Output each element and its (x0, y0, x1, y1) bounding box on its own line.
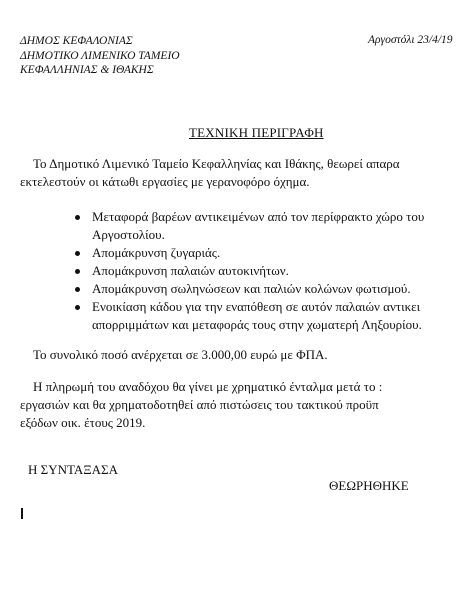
list-item (72, 280, 424, 298)
list-item-text: Απομάκρυνση σωληνώσεων και παλιών κολώνων φωτισμού. (92, 281, 411, 296)
intro-line: εκτελεστούν οι κάτωθι εργασίες με γερανοφόρο όχημα. (20, 174, 310, 189)
issuer-line-municipality: ΔΗΜΟΣ ΚΕΦΑΛΟΝΙΑΣ (20, 35, 133, 47)
page-margin-mark (21, 508, 23, 519)
list-item-text: απορριμμάτων και μεταφοράς τους στην χωματερή Ληξουρίου. (92, 317, 422, 332)
bullet-icon (75, 251, 80, 256)
payment-line: εργασιών και θα χρηματοδοτηθεί από πιστώσεις του τακτικού προϋπ (20, 397, 379, 412)
list-item-text: Ενοικίαση κάδου για την εναπόθεση σε αυτόν παλαιών αντικει (92, 299, 421, 314)
intro-line: Το Δημοτικό Λιμενικό Ταμείο Κεφαλληνίας και Ιθάκης, θεωρεί απαρα (33, 156, 400, 171)
document-title: ΤΕΧΝΙΚΗ ΠΕΡΙΓΡΑΦΗ (189, 125, 324, 140)
intro-paragraph (20, 155, 400, 191)
work-items-list (72, 208, 424, 334)
list-item (72, 244, 424, 262)
bullet-icon (75, 305, 80, 310)
list-item (72, 262, 424, 280)
issuer-line-region: ΚΕΦΑΛΛΗΝΙΑΣ & ΙΘΑΚΗΣ (20, 64, 154, 76)
payment-paragraph (20, 378, 382, 432)
list-item-text: Μεταφορά βαρέων αντικειμένων από τον περίφρακτο χώρο του (92, 209, 425, 224)
document-date: Αργοστόλι 23/4/19 (368, 34, 453, 46)
issuer-header (20, 34, 180, 78)
amount-paragraph: Το συνολικό ποσό ανέρχεται σε 3.000,00 ευρώ με ΦΠΑ. (33, 347, 328, 362)
list-item-text: Απομάκρυνση παλαιών αυτοκινήτων. (92, 263, 289, 278)
list-item (72, 298, 424, 334)
list-item-text: Απομάκρυνση ζυγαριάς. (92, 245, 221, 260)
list-item (72, 208, 424, 244)
payment-line: Η πληρωμή του αναδόχου θα γίνει με χρηματικό ένταλμα μετά το : (33, 379, 383, 394)
compiled-by-label: Η ΣΥΝΤΑΞΑΣΑ (28, 462, 118, 477)
list-item-text: Αργοστολίου. (92, 227, 165, 242)
reviewed-label: ΘΕΩΡΗΘΗΚΕ (329, 478, 409, 493)
issuer-line-fund: ΔΗΜΟΤΙΚΟ ΛΙΜΕΝΙΚΟ ΤΑΜΕΙΟ (20, 49, 180, 62)
payment-line: εξόδων οικ. έτους 2019. (20, 415, 146, 430)
bullet-icon (75, 215, 80, 220)
bullet-icon (75, 269, 80, 274)
bullet-icon (75, 287, 80, 292)
